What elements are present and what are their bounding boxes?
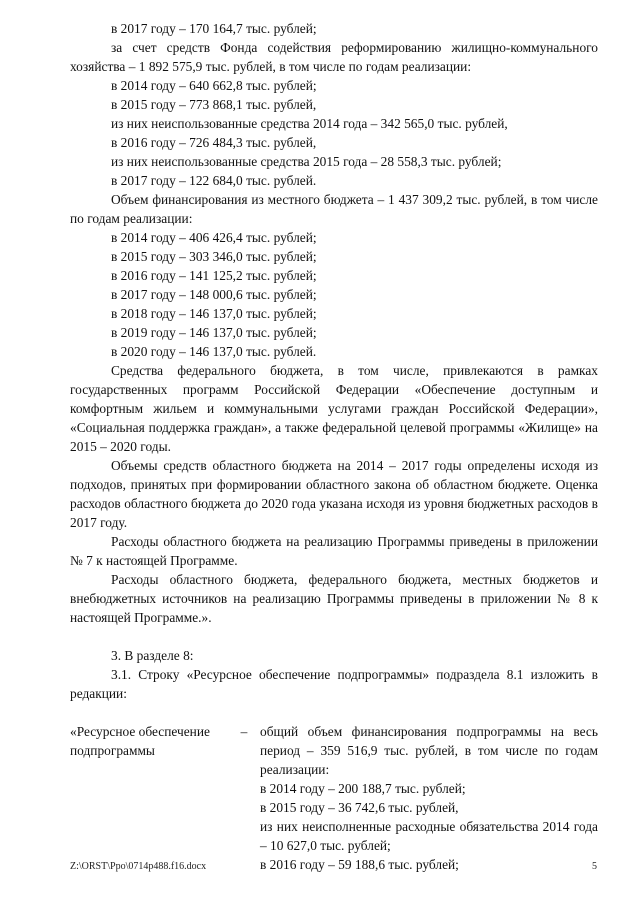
- text-paragraph: Расходы областного бюджета на реализацию Программы приведены в приложении № 7 к настоящей Программе.: [70, 534, 598, 568]
- text-line: в 2017 году – 122 684,0 тыс. рублей.: [111, 173, 317, 188]
- text-line: в 2018 году – 146 137,0 тыс. рублей;: [111, 306, 317, 321]
- text-line: в 2015 году – 36 742,6 тыс. рублей,: [260, 800, 459, 815]
- text-line: в 2017 году – 170 164,7 тыс. рублей;: [111, 21, 317, 36]
- text-paragraph: Расходы областного бюджета, федерального бюджета, местных бюджетов и внебюджетных источников на реализацию Программы приведены в приложении № 8 к настоящей Программе.».: [70, 572, 598, 625]
- text-line: в 2019 году – 146 137,0 тыс. рублей;: [111, 325, 317, 340]
- text-line: в 2015 году – 303 346,0 тыс. рублей;: [111, 249, 317, 264]
- text-line: в 2014 году – 406 426,4 тыс. рублей;: [111, 230, 317, 245]
- text-line: из них неиспользованные средства 2015 года – 28 558,3 тыс. рублей;: [111, 154, 502, 169]
- document-body: [70, 19, 598, 874]
- text-line: в 2020 году – 146 137,0 тыс. рублей.: [111, 344, 317, 359]
- text-paragraph: 3.1. Строку «Ресурсное обеспечение подпрограммы» подраздела 8.1 изложить в редакции:: [70, 667, 598, 701]
- text-paragraph: Средства федерального бюджета, в том числе, привлекаются в рамках государственных программ Российской Федерации «Обеспечение доступным и комфортным жильем и коммунальными услугами граждан Российской Федерации», «Социальная поддержка граждан», а также федеральной целевой программы «Жилище» на 2015 – 2020 годы.: [70, 363, 598, 454]
- text-line: в 2016 году – 59 188,6 тыс. рублей;: [260, 857, 459, 872]
- resource-label: «Ресурсное обеспечение подпрограммы: [70, 724, 210, 758]
- section-heading: 3. В разделе 8:: [111, 648, 194, 663]
- text-line: в 2016 году – 141 125,2 тыс. рублей;: [111, 268, 317, 283]
- text-line: в 2014 году – 640 662,8 тыс. рублей;: [111, 78, 317, 93]
- text-line: в 2014 году – 200 188,7 тыс. рублей;: [260, 781, 466, 796]
- text-line: в 2015 году – 773 868,1 тыс. рублей,: [111, 97, 317, 112]
- text-line: из них неиспользованные средства 2014 года – 342 565,0 тыс. рублей,: [111, 116, 508, 131]
- resource-dash: –: [240, 724, 248, 739]
- text-paragraph: за счет средств Фонда содействия реформированию жилищно-коммунального хозяйства – 1 892 575,9 тыс. рублей, в том числе по годам реализации:: [70, 40, 598, 74]
- text-line: из них неисполненные расходные обязательства 2014 года – 10 627,0 тыс. рублей;: [260, 819, 598, 853]
- spacer: [70, 627, 598, 646]
- text-line: в 2017 году – 148 000,6 тыс. рублей;: [111, 287, 317, 302]
- page-number: 5: [592, 861, 597, 872]
- text-paragraph: Объемы средств областного бюджета на 2014 – 2017 годы определены исходя из подходов, принятых при формировании областного закона об областном бюджете. Оценка расходов областного бюджета до 2020 года указана исходя из уровня бюджетных расходов в 2017 году.: [70, 458, 598, 530]
- footer-file-path: Z:\ORST\Ppo\0714p488.f16.docx: [70, 861, 207, 872]
- resource-table-row: [70, 722, 598, 874]
- resource-details: [260, 722, 598, 874]
- text-paragraph: Объем финансирования из местного бюджета – 1 437 309,2 тыс. рублей, в том числе по годам реализации:: [70, 192, 598, 226]
- text-line: общий объем финансирования подпрограммы на весь период – 359 516,9 тыс. рублей, в том числе по годам реализации:: [260, 724, 598, 777]
- text-line: в 2016 году – 726 484,3 тыс. рублей,: [111, 135, 317, 150]
